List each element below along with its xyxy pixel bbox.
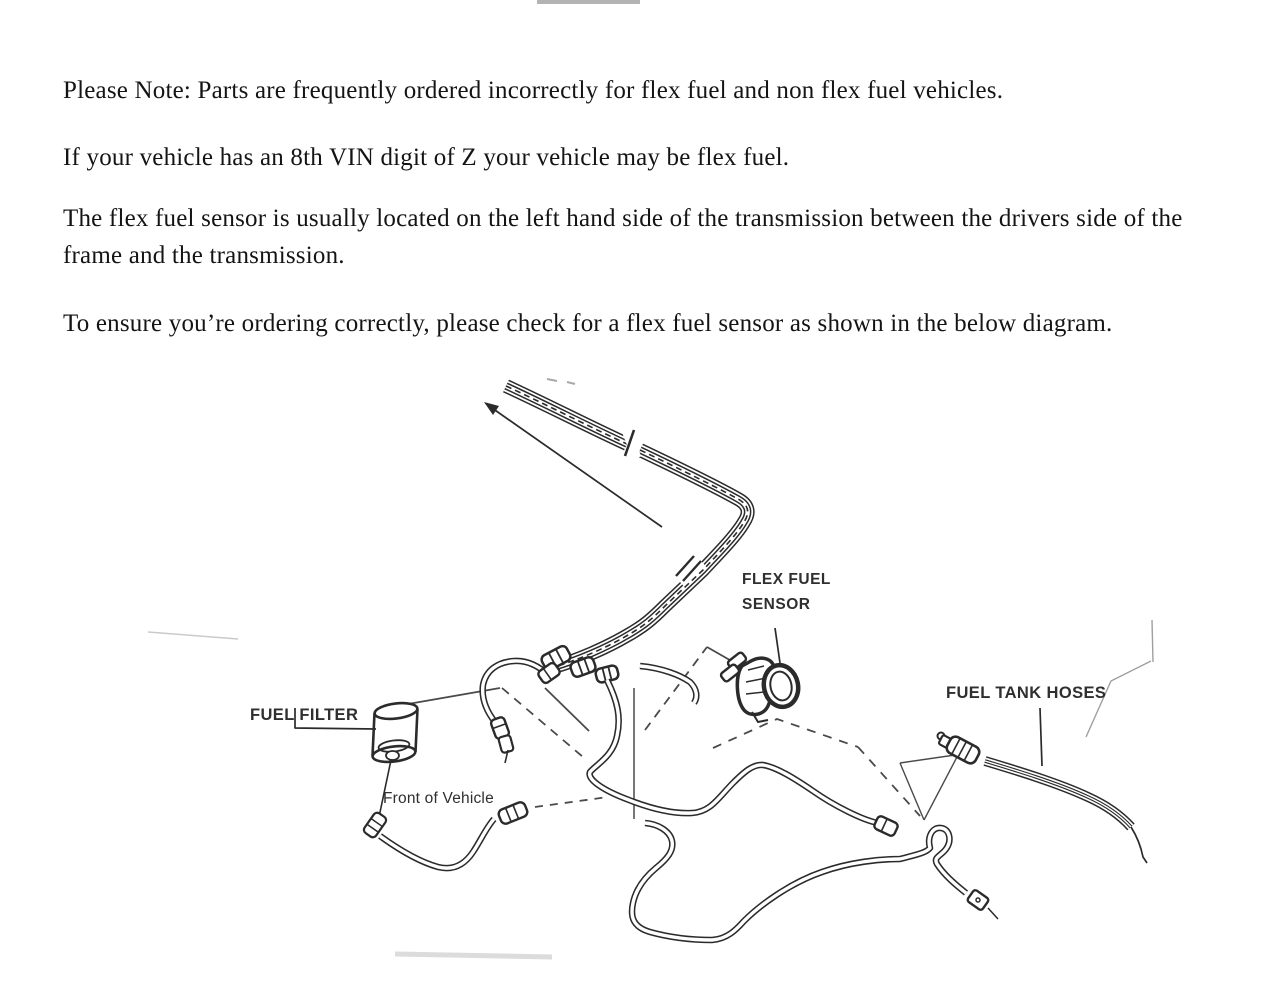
front-of-vehicle-label: Front of Vehicle: [383, 790, 494, 807]
notice-paragraph-2: If your vehicle has an 8th VIN digit of Z your vehicle may be flex fuel.: [63, 144, 790, 171]
fuel-filter-drawing: [362, 701, 418, 839]
flex-fuel-sensor-label: [742, 567, 831, 617]
notice-paragraph-1: Please Note: Parts are frequently ordered incorrectly for flex fuel and non flex fuel vehicles.: [63, 77, 1004, 104]
flex-fuel-sensor-label-line2: SENSOR: [742, 596, 811, 613]
bottom-center-hose: [632, 823, 998, 940]
tank-hoses-leader-line: [1040, 708, 1042, 766]
fuel-system-drawing: [0, 370, 1280, 989]
notice-paragraph-3: The flex fuel sensor is usually located on the left hand side of the transmission between the drivers side of the frame and the transmission.: [63, 205, 1183, 269]
hook-hose: [483, 661, 562, 763]
fuel-system-diagram: [0, 370, 1280, 989]
sensor-leader-line: [775, 628, 780, 663]
flex-fuel-sensor-drawing: [720, 652, 802, 722]
bottom-left-hose: [380, 801, 529, 868]
fuel-line-bundle: [506, 386, 748, 667]
fuel-filter-label: FUEL FILTER: [250, 706, 359, 724]
notice-paragraph-4: To ensure you’re ordering correctly, please check for a flex fuel sensor as shown in the below diagram.: [63, 310, 1113, 337]
top-crop-bar: [537, 0, 640, 4]
flex-fuel-sensor-label-line1: FLEX FUEL: [742, 571, 831, 588]
fuel-tank-hoses-label: FUEL TANK HOSES: [946, 684, 1107, 702]
bundle-break-marks: [625, 430, 702, 582]
